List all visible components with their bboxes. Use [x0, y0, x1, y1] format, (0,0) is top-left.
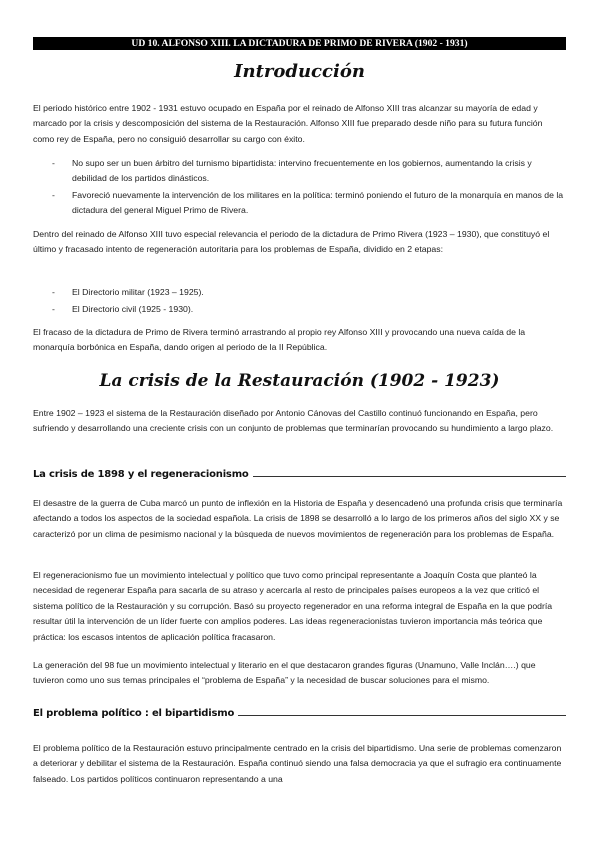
document-title-bar: UD 10. ALFONSO XIII. LA DICTADURA DE PRIMO DE RIVERA (1902 - 1931) [33, 37, 566, 50]
section-divider [253, 476, 566, 477]
bullet-dash: - [52, 190, 55, 200]
intro-bullet-1 [52, 156, 564, 187]
stage-bullet-1 [52, 285, 564, 300]
section-political-title: El problema político : el bipartidismo [33, 707, 235, 719]
bullet-dash: - [52, 304, 55, 314]
intro-paragraph-2: Dentro del reinado de Alfonso XIII tuvo especial relevancia el periodo de la dictadura de Primo Rivera (1923 – 1930), que constituyó el último y fracasado intento de regeneración autoritaria para los problemas de España, dividido en 2 etapas: [33, 229, 550, 255]
section-1898-paragraph-1: El desastre de la guerra de Cuba marcó un punto de inflexión en la Historia de España y desencadenó una profunda crisis que terminaría afectando a todos los aspectos de la sociedad española. La crisis de 1898 se desarrolló a lo largo de los primeros años del siglo XX y se caracterizó por un clima de pesimismo nacional y la búsqueda de nuevos movimientos de regeneración para los problemas de España. [33, 498, 563, 539]
section-1898-title: La crisis de 1898 y el regeneracionismo [33, 468, 249, 480]
intro-bullet-1-text: No supo ser un buen árbitro del turnismo bipartidista: intervino frecuentemente en los gobiernos, aumentando la crisis y debilidad de los partidos dinásticos. [72, 158, 532, 184]
intro-bullet-2 [52, 188, 564, 219]
stage-bullet-2 [52, 302, 564, 317]
bullet-dash: - [52, 158, 55, 168]
section-political-paragraph-1: El problema político de la Restauración estuvo principalmente centrado en la crisis del bipartidismo. Una serie de problemas comenzaron a deteriorar y debilitar el sistema de la Restauración. España continuó siendo una falsa democracia ya que el sufragio era continuamente falseado. Los partidos políticos continuaron representando a una [33, 743, 562, 784]
section-political-heading [33, 706, 566, 720]
section-1898-heading [33, 467, 566, 481]
bullet-dash: - [52, 287, 55, 297]
crisis-paragraph-1: Entre 1902 – 1923 el sistema de la Restauración diseñado por Antonio Cánovas del Castillo continuó funcionando en España, pero sufriendo y desarrollando una creciente crisis con un conjunto de problemas que terminarían provocando su hundimiento a largo plazo. [33, 408, 554, 434]
intro-bullet-2-text: Favoreció nuevamente la intervención de los militares en la política: terminó poniendo el futuro de la monarquía en manos de la dictadura del general Miguel Primo de Rivera. [72, 190, 564, 216]
intro-paragraph-3: El fracaso de la dictadura de Primo de Rivera terminó arrastrando al propio rey Alfonso XIII y provocando una nueva caída de la monarquía borbónica en España, dando origen al periodo de la II República. [33, 327, 526, 353]
section-1898-paragraph-2: El regeneracionismo fue un movimiento intelectual y político que tuvo como principal representante a Joaquín Costa que planteó la necesidad de regenerar España para sacarla de su atraso y acercarla al resto de principales países europeos a la vez que criticó el sistema político de la Restauración y su corrupción. Basó su proyecto regenerador en una reforma integral de España en la que podría resultar útil la intervención de un líder fuerte con amplios poderes. Las ideas regeneracionistas tuvieron importancia más teórica que práctica: los escasos intentos de aplicación política fracasaron. [33, 570, 553, 642]
crisis-heading: La crisis de la Restauración (1902 - 1923) [99, 371, 500, 391]
intro-heading: Introducción [234, 61, 365, 82]
section-1898-paragraph-3: La generación del 98 fue un movimiento intelectual y literario en el que destacaron grandes figuras (Unamuno, Valle Inclán….) que tuvieron como uno sus temas principales el “problema de España” y la necesidad de buscar soluciones para el mismo. [33, 660, 536, 686]
stage-bullet-1-text: El Directorio militar (1923 – 1925). [72, 287, 204, 297]
stage-bullet-2-text: El Directorio civil (1925 - 1930). [72, 304, 194, 314]
section-divider [238, 715, 566, 716]
intro-paragraph-1: El periodo histórico entre 1902 - 1931 estuvo ocupado en España por el reinado de Alfonso XIII tras alcanzar su mayoría de edad y marcado por la crisis y descomposición del sistema de la Restauración. Alfonso XIII fue preparado desde niño para su futura función como rey de España, pero no consiguió desarrollar su cargo con éxito. [33, 103, 543, 144]
